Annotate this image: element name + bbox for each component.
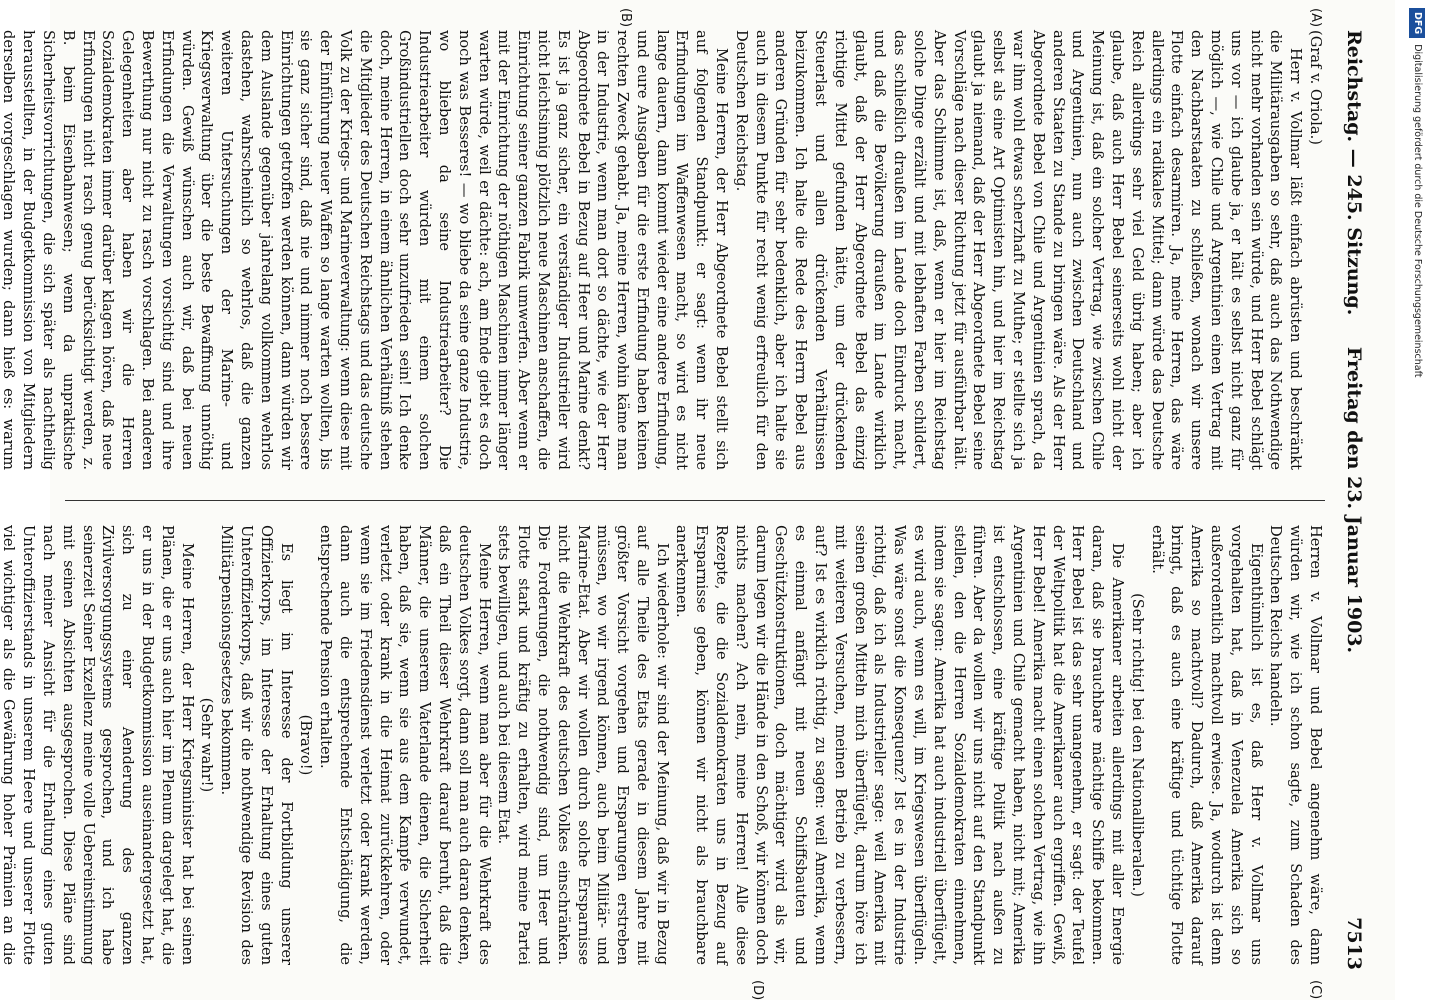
interjection: (Bravo!) — [297, 714, 315, 776]
page-header — [1335, 0, 1395, 1000]
paragraph: Meine Herren, der Herr Kriegsminister hat bei seinen Plänen, die er uns auch hier im Plenum dargelegt hat, die er uns in der Budgetkommission auseinandergesetzt hat, sich zu einer Aenderung des ganzen Zivilversorgungssystems gesprochen, und ich habe seinerzeit Seiner Exzellenz meine volle Uebereinstimmung mit seinen Absichten ausgesprochen. Diese Pläne sind nach meiner Ansicht für die Erhaltung eines guten Unteroffizierstands in unserem Heere und unserer Flotte viel wichtiger als die Gewährung hoher Prämien an die — [0, 525, 196, 965]
margin-marker-a: (A) — [1308, 8, 1323, 28]
interjection: (Sehr richtig! bei den Nationalliberalen.) — [1128, 593, 1146, 897]
paragraph: Die Amerikaner arbeiten allerdings mit aller Energie daran, daß sie brauchbare mächtige Schiffe bekommen. Herr Bebel ist das sehr unangenehm, er sagt: der Teufel der Weltpolitik hat die Amerikaner auch ergriffen. Gewiß, Herr Bebel! Amerika macht einen solchen Vertrag, wie ihn Argentinien und Chile gemacht haben, nicht mit; Amerika ist entschlossen, eine kräftige Politik nach außen zu führen. Aber da wollen wir uns nicht auf den Standpunkt stellen, den die Herren Sozialdemokraten einnehmen, indem sie sagen: Amerika hat auch industriell überflügelt, es wird auch, wenn es will, im Kriegswesen überflügeln. Was wäre sonst die Konsequenz? Ist es in der Industrie richtig, daß ich als Industrieller sage: weil Amerika mit seinen großen Mitteln mich überflügelt, darum höre ich mit weiteren Versuchen, meinen Betrieb zu verbessern, auf? Ist es wirklich richtig, zu sagen: weil Amerika, wenn es einmal anfängt mit neuen Schiffsbauten und Geschützkonstruktionen, doch mächtiger wird als wir, darum legen wir die Hände in den Schoß, wir können doch nichts machen? Ach nein, meine Herren! Alle diese Rezepte, die die Sozialdemokraten uns in Bezug auf Ersparnisse geben, können wir nicht als brauchbare anerkennen. — [673, 525, 1127, 965]
speaker-attribution: (Graf v. Oriola.) — [1307, 30, 1324, 145]
dfg-credit-sidebar — [1405, 8, 1429, 992]
dfg-credit-text — [1405, 8, 1429, 992]
margin-marker-c: (C) — [1308, 980, 1323, 1000]
interjection: (Sehr wahr!) — [198, 697, 216, 793]
dfg-logo: DFG — [1409, 8, 1425, 38]
dfg-credit-label: Digitalisierung gefördert durch die Deutsche Forschungsgemeinschaft — [1412, 44, 1423, 378]
column-divider — [65, 500, 1325, 501]
paragraph: Eigenthümlich ist es, daß Herr v. Vollmar uns vorgehalten hat, daß in Venezuela Amerika sich so außerordentlich machtvoll erwiese. Ja, wodurch ist denn Amerika so machtvoll? Dadurch, daß Amerika darauf bringt, daß es auch eine kräftige und tüchtige Flotte erhält. — [1148, 525, 1265, 965]
paragraph: Meine Herren, wenn man aber für die Wehrkraft des deutschen Volkes sorgt, dann soll man auch daran denken, daß ein Theil dieser Wehrkraft darauf beruht, daß die Männer, die unserem Vaterlande dienen, die Sicherheit haben, daß sie, wenn sie aus dem Kampfe verwundet, verletzt oder krank in die Heimat zurückkehren, oder wenn sie im Friedensdienst verletzt oder krank werden, dann auch die entsprechende Entschädigung, die entsprechende Pension erhalten. — [317, 525, 493, 965]
margin-marker-d: (D) — [750, 980, 765, 1000]
header-date: Freitag den 23. Januar 1903. — [1343, 346, 1365, 654]
paragraph: Herr v. Vollmar läßt einfach abrüsten und beschränkt die Militärausgaben so sehr, daß auch das Nothwendige nicht mehr vorhanden sein würde, und Herr Bebel schlägt uns vor — ich glaube ja, er hält es selbst nicht ganz für möglich —, wie Chile und Argentinien einen Vertrag mit den Nachbarstaaten zu schließen, wonach wir unsere Flotte einfach desarmiren. Ja, meine Herren, das wäre allerdings ein radikales Mittel; dann würde das Deutsche Reich allerdings sehr viel Geld übrig haben; aber ich glaube, daß auch Herr Bebel seinerseits wohl nicht der Meinung ist, daß ein solcher Vertrag, wie zwischen Chile und Argentinien, nun auch zwischen Deutschland und anderen Staaten zu Stande zu bringen wäre. Als der Herr Abgeordnete Bebel von Chile und Argentinien sprach, da war ihm wohl etwas scherzhaft zu Muthe; er stellte sich ja selbst als eine Art Optimisten hin, und hier im Reichstag glaubt ja niemand, daß der Herr Abgeordnete Bebel seine Vorschläge nach dieser Richtung jetzt für ausführbar hält. Aber das Schlimme ist, daß, wenn er hier im Reichstag solche Dinge erzählt und mit lebhaften Farben schildert, das schließlich draußen im Lande doch Eindruck macht, und daß die Bevölkerung draußen im Lande wirklich glaubt, daß der Herr Abgeordnete Bebel das einzig richtige Mittel gefunden hätte, um der drückenden Steuerlast und allen drückenden Verhältnissen beizukommen. Ich halte die Rede des Herrn Bebel aus anderen Gründen für sehr bedenklich, aber ich halte sie auch in diesem Punkte für recht wenig erfreulich für den Deutschen Reichstag. — [732, 30, 1305, 470]
paragraph: Herren v. Vollmar und Bebel angenehm wäre, dann würden wir, wie ich schon sagte, zum Schaden des Deutschen Reichs handeln. — [1267, 525, 1324, 965]
right-column — [0, 525, 1325, 965]
margin-marker-b: (B) — [618, 8, 633, 28]
paragraph: Meine Herren, der Herr Abgeordnete Bebel stellt sich auf folgenden Standpunkt: er sagt: wenn ihr neue Erfindungen im Waffenwesen macht, so wird es nicht lange dauern, dann kommt wieder eine andere Erfindung, und eure Ausgaben für die erste Erfindung haben keinen rechten Zweck gehabt. Ja, meine Herren, wohin käme man in der Industrie, wenn man dort so dächte, wie der Herr Abgeordnete Bebel in Bezug auf Heer und Marine denkt? Es ist ja ganz sicher, ein verständiger Industrieller wird nicht leichtsinnig plötzlich neue Maschinen anschaffen, die Einrichtung seiner ganzen Fabrik umwerfen. Aber wenn er mit der Einrichtung der nöthigen Maschinen immer länger warten würde, weil er dächte: ach, am Ende giebt es doch noch was Besseres! — wo bliebe da seine ganze Industrie, wo blieben da seine Industriearbeiter? Die Industriearbeiter würden mit einem solchen Großindustriellen doch sehr unzufrieden sein! Ich denke doch, meine Herren, in einem ähnlichen Verhältniß stehen die Mitglieder des Deutschen Reichstags und das deutsche Volk zu der Kriegs- und Marineverwaltung: wenn diese mit der Einführung neuer Waffen so lange warten wollten, bis sie ganz sicher sind, daß nie und nimmer noch bessere Einrichtungen getroffen werden können, dann würden wir dem Auslande gegenüber jahrelang vollkommen wehrlos dastehen, wahrscheinlich so wehrlos, daß die ganzen weiteren Untersuchungen der Marine- und Kriegsverwaltung über die beste Bewaffnung unnöthig würden. Gewiß wünschen auch wir, daß bei neuen Erfindungen die Verwaltungen vorsichtig sind und ihre Bewerthung nur nicht zu rasch vorschlagen. Bei anderen Gelegenheiten aber haben wir die Herren Sozialdemokraten immer darüber klagen hören, daß neue Erfindungen nicht rasch genug berücksichtigt werden, z. B. beim Eisenbahnwesen; wenn da unpraktische Sicherheitsvorrichtungen, die sich später als nachtheilig herausstellten, in der Budgetkommission von Mitgliedern derselben vorgeschlagen wurden; dann hieß es: warum — [0, 30, 731, 470]
left-column — [0, 30, 1325, 470]
header-session: Reichstag. — 245. Sitzung. — [1343, 30, 1365, 316]
paragraph: Ich wiederhole: wir sind der Meinung, daß wir in Bezug auf alle Theile des Etats gerade in diesem Jahre mit größter Vorsicht vorgehen und Ersparungen erstreben müssen, wo wir irgend können, auch beim Militär- und Marine-Etat. Aber wir wollen durch solche Ersparnisse nicht die Wehrkraft des deutschen Volkes einschränken. Die Forderungen, die nothwendig sind, um Heer und Flotte stark und kräftig zu erhalten, wird meine Partei stets bewilligen, und auch bei diesem Etat. — [495, 525, 671, 965]
page-number: 7513 — [1343, 917, 1365, 970]
paragraph: Es liegt im Interesse der Fortbildung unserer Offizierkorps, im Interesse der Erhaltung eines guten Unteroffizierkorps, daß wir die nothwendige Revision des Militärpensionsgesetzes bekommen. — [218, 525, 295, 965]
